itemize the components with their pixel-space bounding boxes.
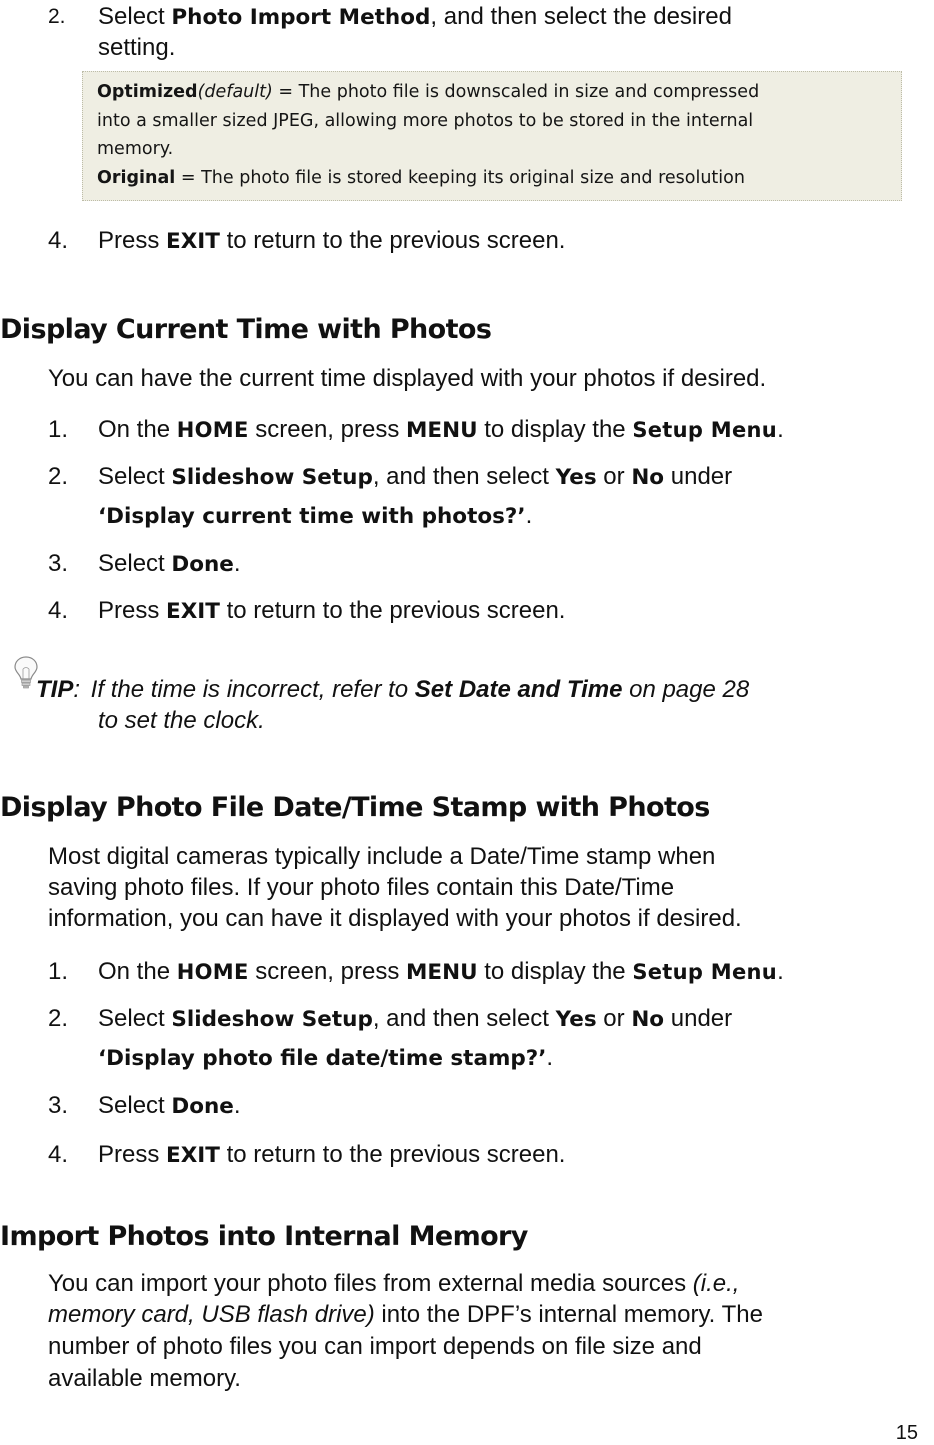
step-text	[98, 547, 241, 581]
option-no: No	[631, 1007, 665, 1032]
text: .	[525, 502, 533, 529]
text: under	[664, 1005, 733, 1032]
key-name: EXIT	[166, 1143, 220, 1168]
callout-text: into a smaller sized JPEG, allowing more photos to be stored in the internal	[97, 110, 754, 131]
step-text-continued	[98, 499, 532, 533]
section-intro: Most digital cameras typically include a Date/Time stamp when	[48, 843, 716, 870]
step-text	[98, 0, 732, 34]
step-number: 2.	[48, 5, 66, 28]
step-number: 2.	[48, 1005, 69, 1032]
option-yes: Yes	[555, 1007, 597, 1032]
step-text	[98, 955, 784, 989]
text: , and then select	[372, 1005, 556, 1032]
key-name: EXIT	[166, 599, 220, 624]
text: If the time is incorrect, refer to	[84, 676, 415, 703]
step-text	[98, 1002, 732, 1036]
screen-name: HOME	[176, 960, 249, 984]
text: to return to the previous screen.	[219, 227, 566, 254]
text: Select	[98, 3, 172, 30]
section-intro: information, you can have it displayed with your photos if desired.	[48, 905, 742, 932]
text: .	[233, 1092, 241, 1119]
section-intro: saving photo files. If your photo files contain this Date/Time	[48, 874, 675, 901]
tip-label: TIP	[36, 676, 74, 703]
option-name: Done	[171, 1094, 234, 1119]
step-number: 2.	[48, 463, 69, 490]
section-paragraph	[48, 1298, 763, 1331]
option-optimized-label: Optimized	[97, 82, 198, 102]
text: or	[596, 463, 632, 490]
text: Press	[98, 1141, 167, 1168]
menu-name: Setup Menu	[632, 960, 778, 984]
step-text	[98, 1138, 565, 1172]
text: Select	[98, 550, 172, 577]
option-yes: Yes	[555, 465, 597, 490]
section-heading: Display Photo File Date/Time Stamp with Photos	[0, 792, 710, 823]
step-number: 4.	[48, 227, 69, 254]
text: memory card, USB flash drive)	[48, 1301, 375, 1328]
text: or	[596, 1005, 632, 1032]
default-tag: (default)	[197, 82, 273, 102]
option-no: No	[631, 465, 665, 490]
text: Select	[98, 1092, 172, 1119]
option-name: Slideshow Setup	[171, 465, 373, 490]
step-text	[98, 460, 732, 494]
step-number: 1.	[48, 958, 69, 985]
text: Select	[98, 463, 172, 490]
text: screen, press	[248, 958, 406, 985]
text: Press	[98, 597, 167, 624]
menu-name: Setup Menu	[632, 418, 778, 442]
screen-name: HOME	[176, 418, 249, 442]
text: into the DPF’s internal memory. The	[374, 1301, 763, 1328]
text: On the	[98, 958, 177, 985]
step-text	[98, 594, 565, 628]
tip-text-continued: to set the clock.	[98, 707, 265, 734]
text: .	[777, 958, 784, 985]
text: Select	[98, 1005, 172, 1032]
step-text-continued: setting.	[98, 34, 176, 61]
text: .	[777, 416, 784, 443]
step-text	[98, 1089, 241, 1123]
step-number: 3.	[48, 1092, 69, 1119]
text: on page 28	[622, 676, 750, 703]
key-name: MENU	[406, 960, 478, 985]
section-paragraph: available memory.	[48, 1365, 241, 1392]
setting-name: ‘Display current time with photos?’	[98, 504, 526, 529]
step-text	[98, 224, 565, 258]
option-original-label: Original	[97, 167, 176, 188]
section-paragraph: number of photo files you can import depends on file size and	[48, 1333, 702, 1360]
text: .	[546, 1044, 554, 1071]
text: to display the	[477, 416, 633, 443]
text: screen, press	[248, 416, 406, 443]
step-number: 1.	[48, 416, 69, 443]
text: (i.e.,	[692, 1270, 740, 1297]
callout-text: = The photo file is downscaled in size and compressed	[272, 82, 760, 102]
text: , and then select	[372, 463, 556, 490]
text: , and then select the desired	[430, 3, 732, 30]
text: Press	[98, 227, 167, 254]
text: You can import your photo files from external media sources	[48, 1270, 693, 1297]
text: to return to the previous screen.	[219, 597, 566, 624]
step-number: 3.	[48, 550, 69, 577]
tip-text	[36, 673, 749, 706]
step-text	[98, 413, 784, 447]
text: to display the	[477, 958, 633, 985]
cross-reference: Set Date and Time	[414, 676, 623, 703]
text: .	[233, 550, 241, 577]
section-heading: Import Photos into Internal Memory	[0, 1221, 528, 1252]
option-name: Photo Import Method	[171, 5, 431, 30]
text: :	[73, 676, 81, 703]
section-heading: Display Current Time with Photos	[0, 314, 492, 345]
page-number: 15	[895, 1422, 918, 1444]
text: under	[664, 463, 733, 490]
option-name: Slideshow Setup	[171, 1007, 373, 1032]
option-name: Done	[171, 552, 234, 577]
text: to return to the previous screen.	[219, 1141, 566, 1168]
key-name: EXIT	[166, 229, 220, 254]
section-intro: You can have the current time displayed with your photos if desired.	[48, 365, 767, 392]
step-text-continued	[98, 1041, 553, 1075]
settings-callout	[82, 71, 902, 201]
section-paragraph	[48, 1267, 739, 1300]
callout-text: = The photo file is stored keeping its original size and resolution	[175, 167, 745, 188]
setting-name: ‘Display photo file date/time stamp?’	[98, 1046, 547, 1071]
key-name: MENU	[406, 418, 478, 443]
text: On the	[98, 416, 177, 443]
step-number: 4.	[48, 1141, 69, 1168]
callout-text: memory.	[97, 139, 174, 159]
step-number: 4.	[48, 597, 69, 624]
